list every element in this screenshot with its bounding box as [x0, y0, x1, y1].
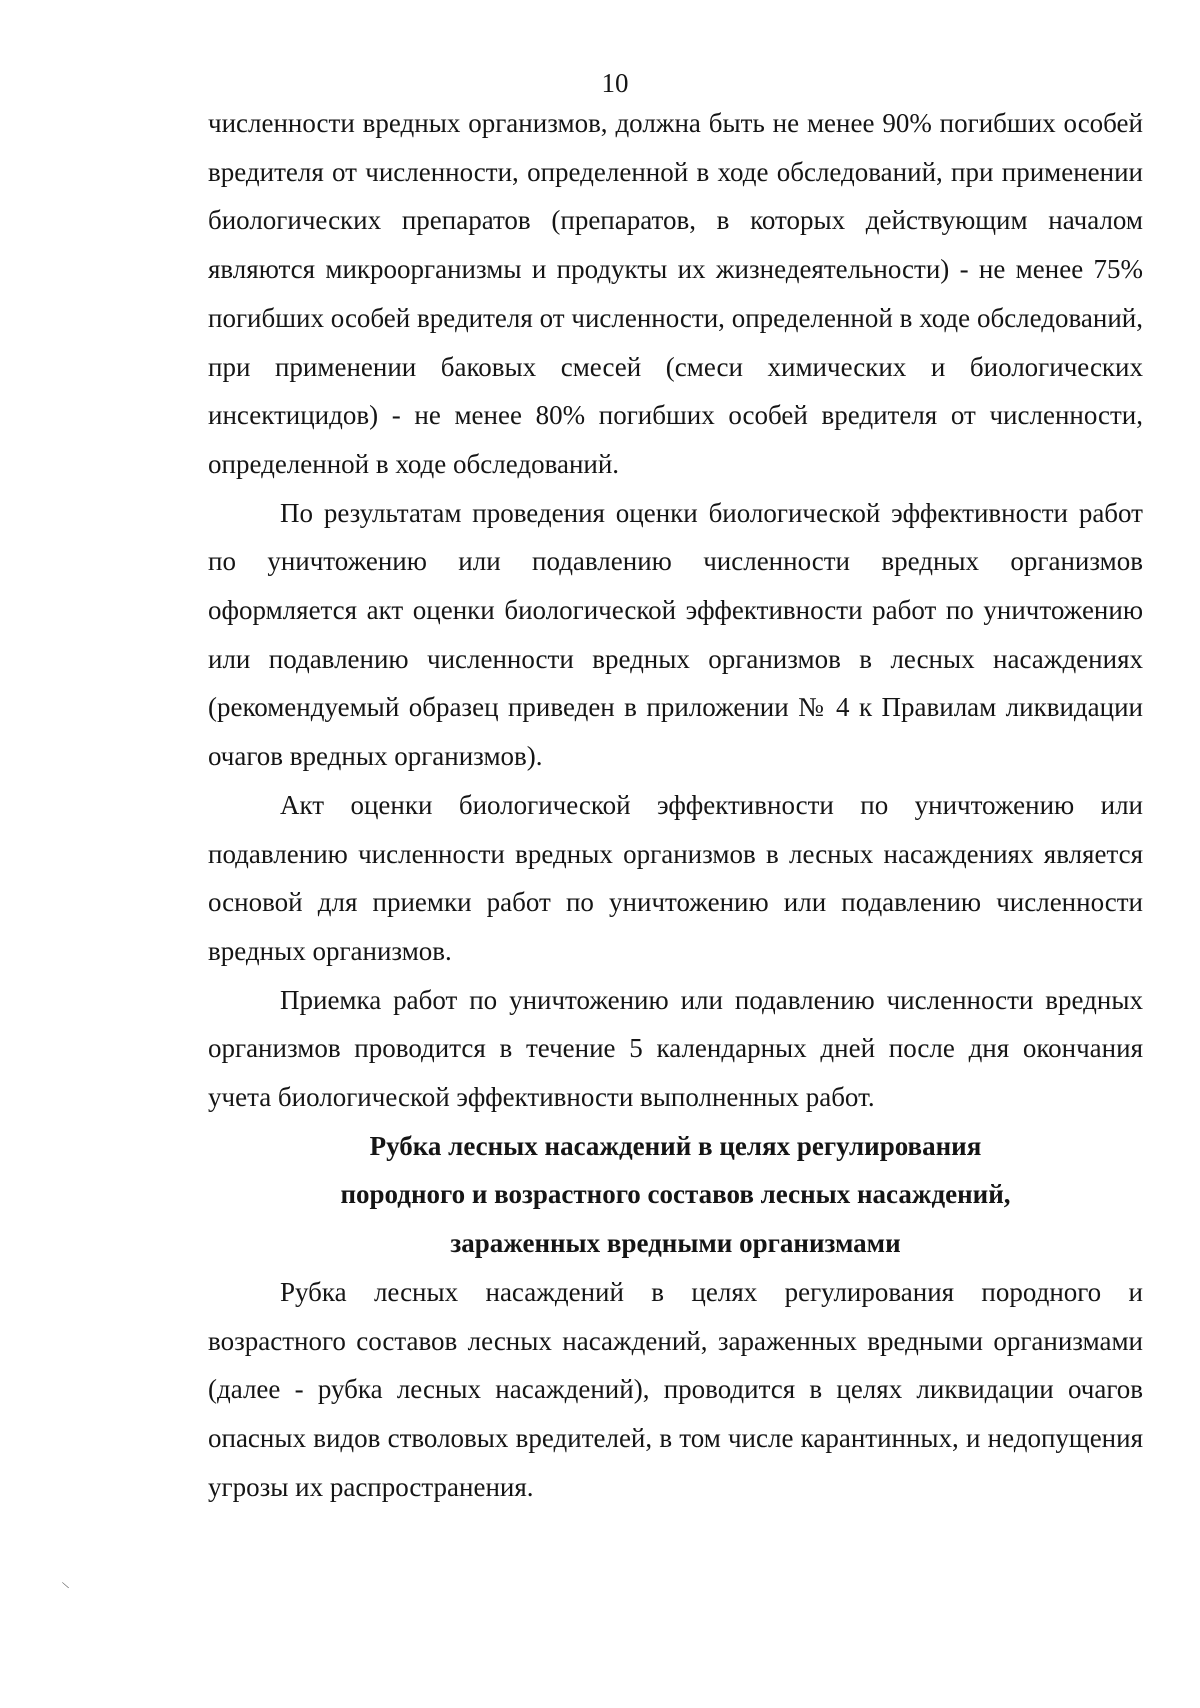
paragraph-act-basis: Акт оценки биологической эффективности по уничтожению или подавлению численности вредных организмов в лесных насаждениях является основой для приемки работ по уничтожению или подавлению численности вредных организмов.	[208, 789, 1143, 966]
page-number: 10	[601, 68, 629, 98]
paragraph-felling: Рубка лесных насаждений в целях регулирования породного и возрастного составов лесных насаждений, зараженных вредными организмами (далее - рубка лесных насаждений), проводится в целях ликвидации очагов опасных видов стволовых вредителей, в том числе карантинных, и недопущения угрозы их распространения.	[208, 1276, 1143, 1502]
paragraph-acceptance: Приемка работ по уничтожению или подавлению численности вредных организмов проводится в течение 5 календарных дней после дня окончания учета биологической эффективности выполненных работ.	[208, 984, 1143, 1113]
section-heading-line-2: породного и возрастного составов лесных насаждений,	[340, 1179, 1011, 1210]
document-body	[208, 99, 1143, 1511]
stray-mark: \	[60, 1578, 71, 1592]
paragraph-continuation: численности вредных организмов, должна быть не менее 90% погибших особей вредителя от численности, определенной в ходе обследований, при применении биологических препаратов (препаратов, в которых действующим началом являются микроорганизмы и продукты их жизнедеятельности) - не менее 75% погибших особей вредителя от численности, определенной в ходе обследований, при применении баковых смесей (смеси химических и биологических инсектицидов) - не менее 80% погибших особей вредителя от численности, определенной в ходе обследований.	[208, 108, 1143, 479]
section-heading-line-3: зараженных вредными организмами	[450, 1228, 901, 1259]
section-heading	[208, 1122, 1143, 1268]
paragraph-evaluation-act: По результатам проведения оценки биологической эффективности работ по уничтожению или подавлению численности вредных организмов оформляется акт оценки биологической эффективности работ по уничтожению или подавлению численности вредных организмов в лесных насаждениях (рекомендуемый образец приведен в приложении № 4 к Правилам ликвидации очагов вредных организмов).	[208, 497, 1143, 772]
section-heading-line-1: Рубка лесных насаждений в целях регулирования	[369, 1130, 982, 1161]
